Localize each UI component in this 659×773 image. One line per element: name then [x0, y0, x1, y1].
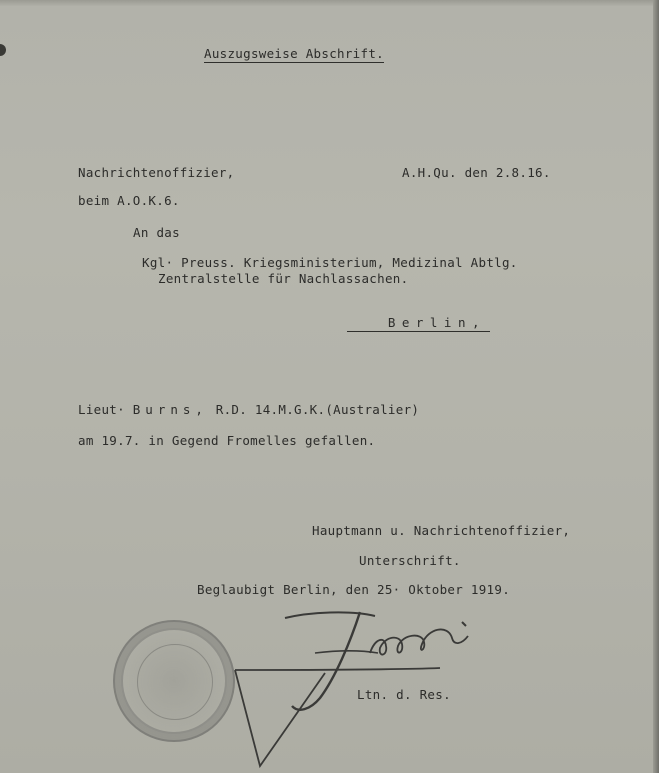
certification-line: Beglaubigt Berlin, den 25· Oktober 1919.: [197, 582, 511, 597]
recipient-intro: An das: [133, 225, 180, 240]
signatory-rank: Ltn. d. Res.: [357, 687, 451, 702]
recipient-address-line-2: Zentralstelle für Nachlassachen.: [158, 271, 409, 286]
handwritten-signature-icon: [200, 598, 500, 773]
body-line-1: [78, 402, 419, 417]
body-name: Burns,: [132, 402, 208, 417]
document-title: Auszugsweise Abschrift.: [204, 46, 384, 61]
punch-hole-mark: [0, 44, 6, 56]
body-prefix: Lieut·: [78, 402, 133, 417]
sender-line-1: Nachrichtenoffizier,: [78, 165, 235, 180]
paper-edge-right: [653, 0, 659, 773]
signature-label: Unterschrift.: [359, 553, 461, 568]
sender-line-2: beim A.O.K.6.: [78, 193, 180, 208]
body-line-2: am 19.7. in Gegend Fromelles gefallen.: [78, 433, 376, 448]
recipient-city: Berlin,: [347, 315, 490, 332]
recipient-address-line-1: Kgl· Preuss. Kriegsministerium, Medizinal Abtlg.: [142, 255, 518, 270]
signatory-title: Hauptmann u. Nachrichtenoffizier,: [312, 523, 571, 538]
paper-edge-top: [0, 0, 659, 6]
body-rest: R.D. 14.M.G.K.(Australier): [207, 402, 420, 417]
place-date: A.H.Qu. den 2.8.16.: [402, 165, 551, 180]
